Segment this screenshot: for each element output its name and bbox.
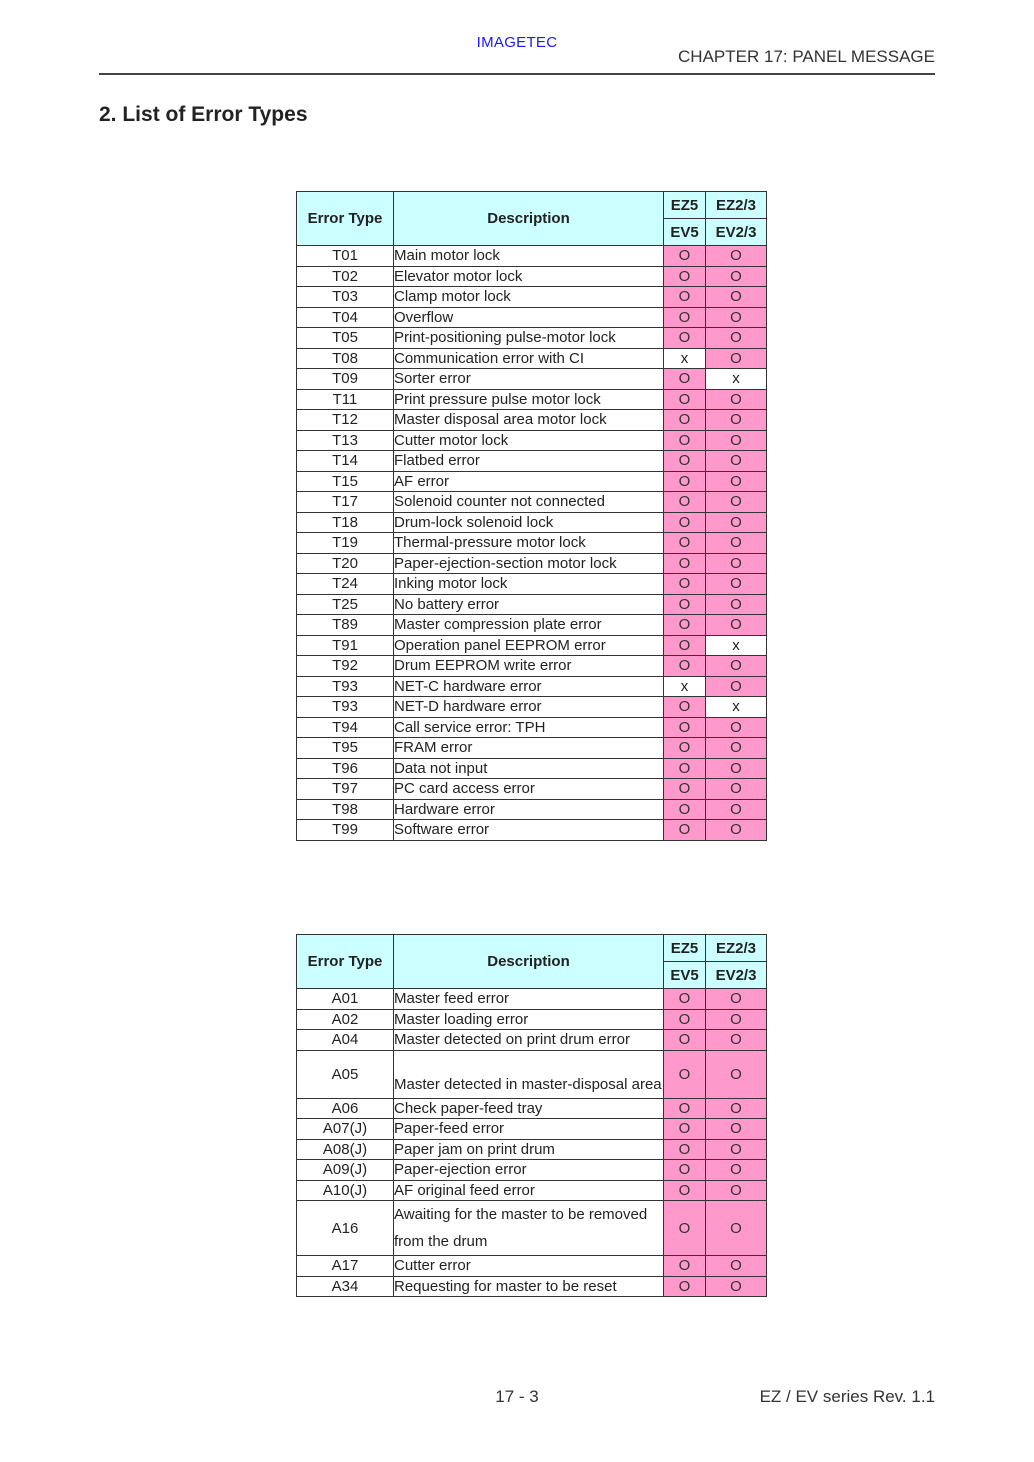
table-row	[297, 799, 767, 820]
error-description: Flatbed error	[394, 451, 664, 472]
table-row	[297, 1030, 767, 1051]
error-description: No battery error	[394, 594, 664, 615]
error-code: T98	[297, 799, 394, 820]
error-code: T13	[297, 430, 394, 451]
support-mark-ez5-ev5: O	[664, 1139, 706, 1160]
support-mark-ez23-ev23: O	[706, 574, 767, 595]
error-code: T93	[297, 697, 394, 718]
error-description: Communication error with CI	[394, 348, 664, 369]
error-description: Call service error: TPH	[394, 717, 664, 738]
error-description: Cutter error	[394, 1256, 664, 1277]
error-table-a-codes	[296, 934, 767, 1297]
error-code: T05	[297, 328, 394, 349]
error-code: T11	[297, 389, 394, 410]
table-row	[297, 512, 767, 533]
error-code: T08	[297, 348, 394, 369]
error-description: Cutter motor lock	[394, 430, 664, 451]
support-mark-ez5-ev5: O	[664, 430, 706, 451]
support-mark-ez5-ev5: O	[664, 553, 706, 574]
table-header-row	[297, 935, 767, 962]
table-row	[297, 266, 767, 287]
support-mark-ez5-ev5: O	[664, 1050, 706, 1098]
support-mark-ez23-ev23: O	[706, 287, 767, 308]
support-mark-ez5-ev5: O	[664, 1276, 706, 1297]
support-mark-ez23-ev23: O	[706, 1050, 767, 1098]
error-description: Overflow	[394, 307, 664, 328]
error-code: A16	[297, 1201, 394, 1256]
error-description: Solenoid counter not connected	[394, 492, 664, 513]
header-ez23: EZ2/3	[706, 192, 767, 219]
support-mark-ez5-ev5: O	[664, 533, 706, 554]
table-row	[297, 287, 767, 308]
support-mark-ez5-ev5: O	[664, 738, 706, 759]
table-row	[297, 676, 767, 697]
support-mark-ez5-ev5: O	[664, 307, 706, 328]
table-row	[297, 1276, 767, 1297]
support-mark-ez23-ev23: O	[706, 266, 767, 287]
support-mark-ez23-ev23: O	[706, 779, 767, 800]
error-description: Hardware error	[394, 799, 664, 820]
error-description: Master detected in master-disposal area	[394, 1050, 664, 1098]
error-description: AF original feed error	[394, 1180, 664, 1201]
table-row	[297, 307, 767, 328]
header-ev23: EV2/3	[706, 219, 767, 246]
table-row	[297, 574, 767, 595]
support-mark-ez23-ev23: O	[706, 656, 767, 677]
chapter-title: CHAPTER 17: PANEL MESSAGE	[678, 47, 935, 66]
support-mark-ez23-ev23: O	[706, 1139, 767, 1160]
error-code: A17	[297, 1256, 394, 1277]
support-mark-ez5-ev5: O	[664, 492, 706, 513]
error-code: T95	[297, 738, 394, 759]
table-row	[297, 430, 767, 451]
support-mark-ez23-ev23: x	[706, 369, 767, 390]
support-mark-ez23-ev23: O	[706, 1276, 767, 1297]
table-row	[297, 410, 767, 431]
error-code: T99	[297, 820, 394, 841]
support-mark-ez5-ev5: O	[664, 451, 706, 472]
error-code: A10(J)	[297, 1180, 394, 1201]
table-row	[297, 1009, 767, 1030]
table-row	[297, 635, 767, 656]
error-description: Awaiting for the master to be removed from the drum	[394, 1201, 664, 1256]
table-row	[297, 389, 767, 410]
support-mark-ez5-ev5: O	[664, 656, 706, 677]
error-description: NET-C hardware error	[394, 676, 664, 697]
table-header-row	[297, 192, 767, 219]
error-description: Paper-ejection error	[394, 1160, 664, 1181]
brand-name: IMAGETEC	[476, 34, 558, 51]
support-mark-ez5-ev5: O	[664, 1180, 706, 1201]
header-error-type: Error Type	[297, 192, 394, 246]
error-description: Software error	[394, 820, 664, 841]
error-code: A07(J)	[297, 1119, 394, 1140]
support-mark-ez5-ev5: O	[664, 1256, 706, 1277]
support-mark-ez23-ev23: x	[706, 635, 767, 656]
support-mark-ez23-ev23: O	[706, 1009, 767, 1030]
support-mark-ez23-ev23: O	[706, 328, 767, 349]
support-mark-ez5-ev5: O	[664, 246, 706, 267]
section-title: 2. List of Error Types	[99, 103, 308, 126]
support-mark-ez5-ev5: O	[664, 1009, 706, 1030]
support-mark-ez23-ev23: O	[706, 799, 767, 820]
error-description: FRAM error	[394, 738, 664, 759]
error-description: NET-D hardware error	[394, 697, 664, 718]
support-mark-ez5-ev5: O	[664, 779, 706, 800]
header-description: Description	[394, 192, 664, 246]
table-row	[297, 594, 767, 615]
support-mark-ez23-ev23: O	[706, 1119, 767, 1140]
table-row	[297, 697, 767, 718]
support-mark-ez23-ev23: O	[706, 1098, 767, 1119]
support-mark-ez23-ev23: O	[706, 758, 767, 779]
table-row	[297, 369, 767, 390]
error-code: T20	[297, 553, 394, 574]
support-mark-ez23-ev23: O	[706, 676, 767, 697]
error-description: Sorter error	[394, 369, 664, 390]
support-mark-ez23-ev23: O	[706, 389, 767, 410]
error-code: T97	[297, 779, 394, 800]
error-code: T24	[297, 574, 394, 595]
support-mark-ez5-ev5: O	[664, 471, 706, 492]
error-code: T89	[297, 615, 394, 636]
support-mark-ez23-ev23: O	[706, 348, 767, 369]
table-row	[297, 1256, 767, 1277]
error-description: Main motor lock	[394, 246, 664, 267]
table-row	[297, 553, 767, 574]
error-code: T19	[297, 533, 394, 554]
support-mark-ez23-ev23: O	[706, 820, 767, 841]
revision-label: EZ / EV series Rev. 1.1	[759, 1387, 935, 1406]
table-row	[297, 1201, 767, 1256]
table-row	[297, 656, 767, 677]
error-code: T18	[297, 512, 394, 533]
support-mark-ez5-ev5: x	[664, 348, 706, 369]
header-ev5: EV5	[664, 962, 706, 989]
support-mark-ez5-ev5: O	[664, 1098, 706, 1119]
table-row	[297, 1119, 767, 1140]
support-mark-ez5-ev5: O	[664, 1119, 706, 1140]
support-mark-ez5-ev5: O	[664, 615, 706, 636]
error-code: A01	[297, 989, 394, 1010]
error-description: Operation panel EEPROM error	[394, 635, 664, 656]
header-ev5: EV5	[664, 219, 706, 246]
error-description: Clamp motor lock	[394, 287, 664, 308]
support-mark-ez23-ev23: O	[706, 594, 767, 615]
support-mark-ez23-ev23: O	[706, 1256, 767, 1277]
support-mark-ez5-ev5: O	[664, 989, 706, 1010]
error-code: A34	[297, 1276, 394, 1297]
support-mark-ez5-ev5: O	[664, 799, 706, 820]
table-row	[297, 1160, 767, 1181]
table-row	[297, 348, 767, 369]
header-error-type: Error Type	[297, 935, 394, 989]
error-description: Elevator motor lock	[394, 266, 664, 287]
table-row	[297, 717, 767, 738]
error-code: T09	[297, 369, 394, 390]
table-row	[297, 492, 767, 513]
table-row	[297, 246, 767, 267]
support-mark-ez5-ev5: O	[664, 594, 706, 615]
support-mark-ez23-ev23: O	[706, 533, 767, 554]
support-mark-ez5-ev5: O	[664, 820, 706, 841]
error-description: Master detected on print drum error	[394, 1030, 664, 1051]
table-row	[297, 1098, 767, 1119]
error-description: Drum-lock solenoid lock	[394, 512, 664, 533]
support-mark-ez23-ev23: O	[706, 410, 767, 431]
support-mark-ez23-ev23: O	[706, 615, 767, 636]
header-ev23: EV2/3	[706, 962, 767, 989]
error-description: Paper jam on print drum	[394, 1139, 664, 1160]
support-mark-ez5-ev5: O	[664, 635, 706, 656]
error-code: T93	[297, 676, 394, 697]
error-description: Paper-feed error	[394, 1119, 664, 1140]
support-mark-ez23-ev23: O	[706, 1160, 767, 1181]
error-code: T02	[297, 266, 394, 287]
support-mark-ez5-ev5: O	[664, 512, 706, 533]
support-mark-ez23-ev23: O	[706, 553, 767, 574]
error-code: T96	[297, 758, 394, 779]
error-description: PC card access error	[394, 779, 664, 800]
error-code: T14	[297, 451, 394, 472]
error-description: Master compression plate error	[394, 615, 664, 636]
support-mark-ez5-ev5: O	[664, 758, 706, 779]
error-code: A05	[297, 1050, 394, 1098]
support-mark-ez23-ev23: O	[706, 1180, 767, 1201]
table-row	[297, 779, 767, 800]
support-mark-ez5-ev5: O	[664, 328, 706, 349]
error-description: Inking motor lock	[394, 574, 664, 595]
support-mark-ez5-ev5: x	[664, 676, 706, 697]
error-code: T94	[297, 717, 394, 738]
error-code: A04	[297, 1030, 394, 1051]
error-code: T17	[297, 492, 394, 513]
error-table-t-codes	[296, 191, 767, 841]
support-mark-ez5-ev5: O	[664, 697, 706, 718]
support-mark-ez5-ev5: O	[664, 1201, 706, 1256]
support-mark-ez5-ev5: O	[664, 1030, 706, 1051]
error-description: Master disposal area motor lock	[394, 410, 664, 431]
support-mark-ez23-ev23: O	[706, 512, 767, 533]
support-mark-ez23-ev23: O	[706, 989, 767, 1010]
page-number: 17 - 3	[495, 1387, 539, 1406]
support-mark-ez5-ev5: O	[664, 410, 706, 431]
error-description: Paper-ejection-section motor lock	[394, 553, 664, 574]
error-code: T01	[297, 246, 394, 267]
error-description: Thermal-pressure motor lock	[394, 533, 664, 554]
table-row	[297, 615, 767, 636]
error-description: Print-positioning pulse-motor lock	[394, 328, 664, 349]
table-row	[297, 1139, 767, 1160]
error-code: T03	[297, 287, 394, 308]
header-ez5: EZ5	[664, 192, 706, 219]
error-description: Master loading error	[394, 1009, 664, 1030]
support-mark-ez23-ev23: O	[706, 492, 767, 513]
table-row	[297, 328, 767, 349]
table-row	[297, 471, 767, 492]
table-row	[297, 533, 767, 554]
support-mark-ez5-ev5: O	[664, 266, 706, 287]
error-description: Data not input	[394, 758, 664, 779]
error-code: A09(J)	[297, 1160, 394, 1181]
support-mark-ez23-ev23: O	[706, 246, 767, 267]
error-code: T92	[297, 656, 394, 677]
support-mark-ez23-ev23: O	[706, 1201, 767, 1256]
error-code: T15	[297, 471, 394, 492]
header-description: Description	[394, 935, 664, 989]
table-body	[297, 989, 767, 1297]
support-mark-ez23-ev23: x	[706, 697, 767, 718]
support-mark-ez5-ev5: O	[664, 369, 706, 390]
error-description: Requesting for master to be reset	[394, 1276, 664, 1297]
support-mark-ez5-ev5: O	[664, 287, 706, 308]
error-description: AF error	[394, 471, 664, 492]
error-code: T91	[297, 635, 394, 656]
support-mark-ez5-ev5: O	[664, 389, 706, 410]
error-code: T25	[297, 594, 394, 615]
error-code: A08(J)	[297, 1139, 394, 1160]
table-row	[297, 451, 767, 472]
support-mark-ez23-ev23: O	[706, 430, 767, 451]
table-row	[297, 738, 767, 759]
table-row	[297, 1180, 767, 1201]
table-row	[297, 989, 767, 1010]
table-body	[297, 246, 767, 841]
header-ez5: EZ5	[664, 935, 706, 962]
table-row	[297, 1050, 767, 1098]
support-mark-ez23-ev23: O	[706, 738, 767, 759]
error-description: Check paper-feed tray	[394, 1098, 664, 1119]
error-description: Print pressure pulse motor lock	[394, 389, 664, 410]
support-mark-ez5-ev5: O	[664, 1160, 706, 1181]
error-description: Master feed error	[394, 989, 664, 1010]
header-ez23: EZ2/3	[706, 935, 767, 962]
support-mark-ez23-ev23: O	[706, 717, 767, 738]
support-mark-ez5-ev5: O	[664, 574, 706, 595]
error-code: T04	[297, 307, 394, 328]
support-mark-ez23-ev23: O	[706, 451, 767, 472]
error-code: A06	[297, 1098, 394, 1119]
error-code: A02	[297, 1009, 394, 1030]
table-row	[297, 820, 767, 841]
support-mark-ez23-ev23: O	[706, 471, 767, 492]
error-description: Drum EEPROM write error	[394, 656, 664, 677]
table-row	[297, 758, 767, 779]
support-mark-ez23-ev23: O	[706, 307, 767, 328]
support-mark-ez5-ev5: O	[664, 717, 706, 738]
support-mark-ez23-ev23: O	[706, 1030, 767, 1051]
header-rule	[99, 73, 935, 75]
error-code: T12	[297, 410, 394, 431]
